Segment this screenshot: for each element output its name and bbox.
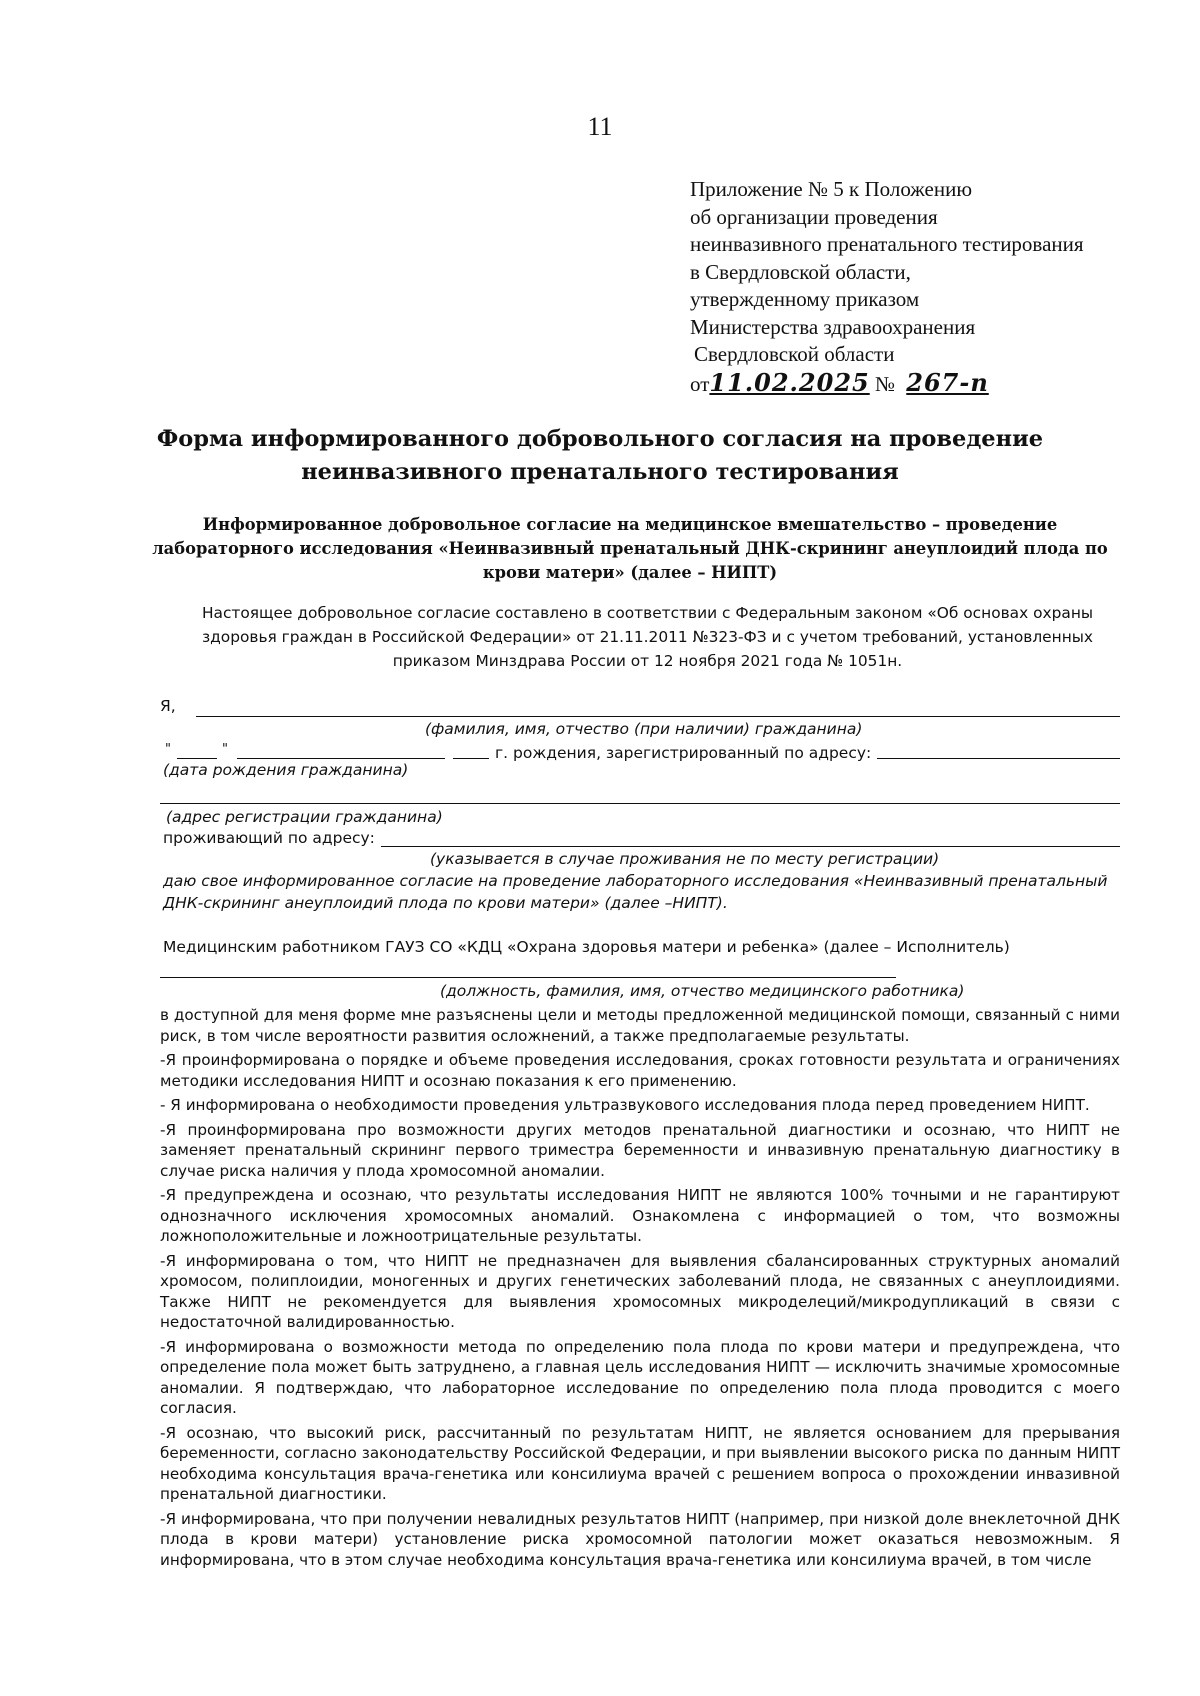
appendix-line: Приложение № 5 к Положению bbox=[690, 177, 973, 201]
consent-paragraph: -Я проинформирована о порядке и объеме проведения исследования, сроках готовности результата и ограничениях методики исследования НИПТ и осознаю показания к его применению. bbox=[160, 1051, 1120, 1090]
appendix-header bbox=[690, 176, 1150, 398]
address-caption: (адрес регистрации гражданина) bbox=[166, 808, 443, 826]
appendix-line: Министерства здравоохранения bbox=[690, 314, 976, 339]
residence-address-field[interactable] bbox=[381, 846, 1120, 847]
consent-subtitle: Информированное добровольное согласие на медицинское вмешательство – проведение лабораторного исследования «Неинвазивный пренатальный ДНК-скрининг анеуплоидий плода по крови матери» (далее – НИПТ) bbox=[152, 515, 1108, 582]
form-title bbox=[90, 423, 1110, 489]
consent-paragraph: -Я осознаю, что высокий риск, рассчитанный по результатам НИПТ, не является основанием для прерывания беременности, согласно законодательству Российской Федерации, и при выявлении высокого риска по данным НИПТ необходима консультация врача-генетика или консилиума врачей с решением вопроса о прохождении инвазивной пренатальной диагностики. bbox=[160, 1423, 1120, 1503]
appendix-line: утвержденному приказом bbox=[690, 287, 920, 311]
appendix-line: об организации проведения bbox=[690, 204, 938, 229]
consent-paragraph: -Я информирована о том, что НИПТ не предназначен для выявления сбалансированных структурных аномалий хромосом, полиплоидии, моногенных и других генетических заболеваний плода, не связанных с анеуплоидиями. Также НИПТ не рекомендуется для выявления хромосомных микроделеций/микродупликаций в связи с недостаточной валидированностью. bbox=[160, 1251, 1120, 1331]
consent-paragraph: в доступной для меня форме мне разъяснены цели и методы предложенной медицинской помощи, связанный с ними риск, в том числе вероятности развития осложнений, а также предполагаемые результаты. bbox=[160, 1006, 1120, 1045]
order-date: 11.02.2025 bbox=[709, 367, 870, 397]
quote-close: " bbox=[222, 742, 228, 757]
page-number: 11 bbox=[587, 112, 613, 141]
worker-caption: (должность, фамилия, имя, отчество медицинского работника) bbox=[440, 982, 965, 1000]
ya-label: Я, bbox=[160, 697, 176, 715]
number-prefix: № bbox=[874, 371, 896, 396]
worker-text: Медицинским работником ГАУЗ СО «КДЦ «Охрана здоровья матери и ребенка» (далее – Исполнитель) bbox=[163, 938, 1010, 956]
residence-caption: (указывается в случае проживания не по месту регистрации) bbox=[430, 850, 940, 868]
appendix-line: Свердловской области bbox=[694, 342, 895, 366]
birth-day-field[interactable] bbox=[177, 758, 217, 759]
consent-paragraph: -Я предупреждена и осознаю, что результаты исследования НИПТ не являются 100% точными и не гарантируют однозначного исключения хромосомных аномалий. Ознакомлена с информацией о том, что возможны ложноположительные и ложноотрицательные результаты. bbox=[160, 1186, 1120, 1245]
registration-address-line[interactable] bbox=[160, 803, 1120, 804]
consent-paragraph: - Я информирована о необходимости проведения ультразвукового исследования плода перед проведением НИПТ. bbox=[160, 1096, 1090, 1114]
birth-month-field[interactable] bbox=[237, 758, 445, 759]
consent-statement: даю свое информированное согласие на проведение лабораторного исследования «Неинвазивный пренатальный bbox=[163, 872, 1108, 890]
fio-field[interactable] bbox=[196, 716, 1120, 717]
appendix-line: неинвазивного пренатального тестирования bbox=[690, 232, 1084, 256]
consent-paragraph: -Я проинформирована про возможности других методов пренатальной диагностики и осознаю, что НИПТ не заменяет пренатальный скрининг первого триместра беременности и инвазивную пренатальную диагностику в случае риска наличия у плода хромосомной аномалии. bbox=[160, 1120, 1120, 1180]
form-title-line: неинвазивного пренатального тестирования bbox=[301, 459, 899, 485]
residence-label: проживающий по адресу: bbox=[163, 829, 375, 847]
consent-statement: ДНК-скрининг анеуплоидий плода по крови матери» (далее –НИПТ). bbox=[163, 894, 728, 912]
quote-open: " bbox=[165, 742, 171, 757]
consent-paragraph: -Я информирована о возможности метода по определению пола плода по крови матери и предупреждена, что определение пола может быть затруднено, а главная цель исследования НИПТ — исключить значимые хромосомные аномалии. Я подтверждаю, что лабораторное исследование по определению пола плода проводится с моего согласия. bbox=[160, 1337, 1120, 1417]
form-title-line: Форма информированного добровольного согласия на проведение bbox=[156, 426, 1044, 452]
order-date-number bbox=[690, 369, 1150, 399]
order-number: 267-п bbox=[906, 367, 989, 397]
birth-year-field[interactable] bbox=[453, 758, 489, 759]
fio-caption: (фамилия, имя, отчество (при наличии) гражданина) bbox=[425, 720, 863, 738]
legal-basis-paragraph: Настоящее добровольное согласие составлено в соответствии с Федеральным законом «Об основах охраны здоровья граждан в Российской Федерации» от 21.11.2011 №323-ФЗ и с учетом требований, установленных приказом Минздрава России от 12 ноября 2021 года № 1051н. bbox=[201, 604, 1094, 670]
consent-body bbox=[160, 1005, 1120, 1574]
consent-paragraph: -Я информирована, что при получении невалидных результатов НИПТ (например, при низкой доле внеклеточной ДНК плода в крови матери) установление риска хромосомной патологии может оказаться невозможным. Я информирована, что в этом случае необходима консультация врача-генетика или консилиума врачей, в том числе bbox=[160, 1509, 1120, 1569]
registration-address-field[interactable] bbox=[877, 758, 1120, 759]
appendix-line: в Свердловской области, bbox=[690, 259, 911, 284]
birth-caption: (дата рождения гражданина) bbox=[163, 761, 409, 779]
medical-worker-field[interactable] bbox=[160, 977, 896, 978]
birth-text: г. рождения, зарегистрированный по адресу: bbox=[495, 744, 872, 762]
date-prefix: от bbox=[690, 371, 710, 396]
